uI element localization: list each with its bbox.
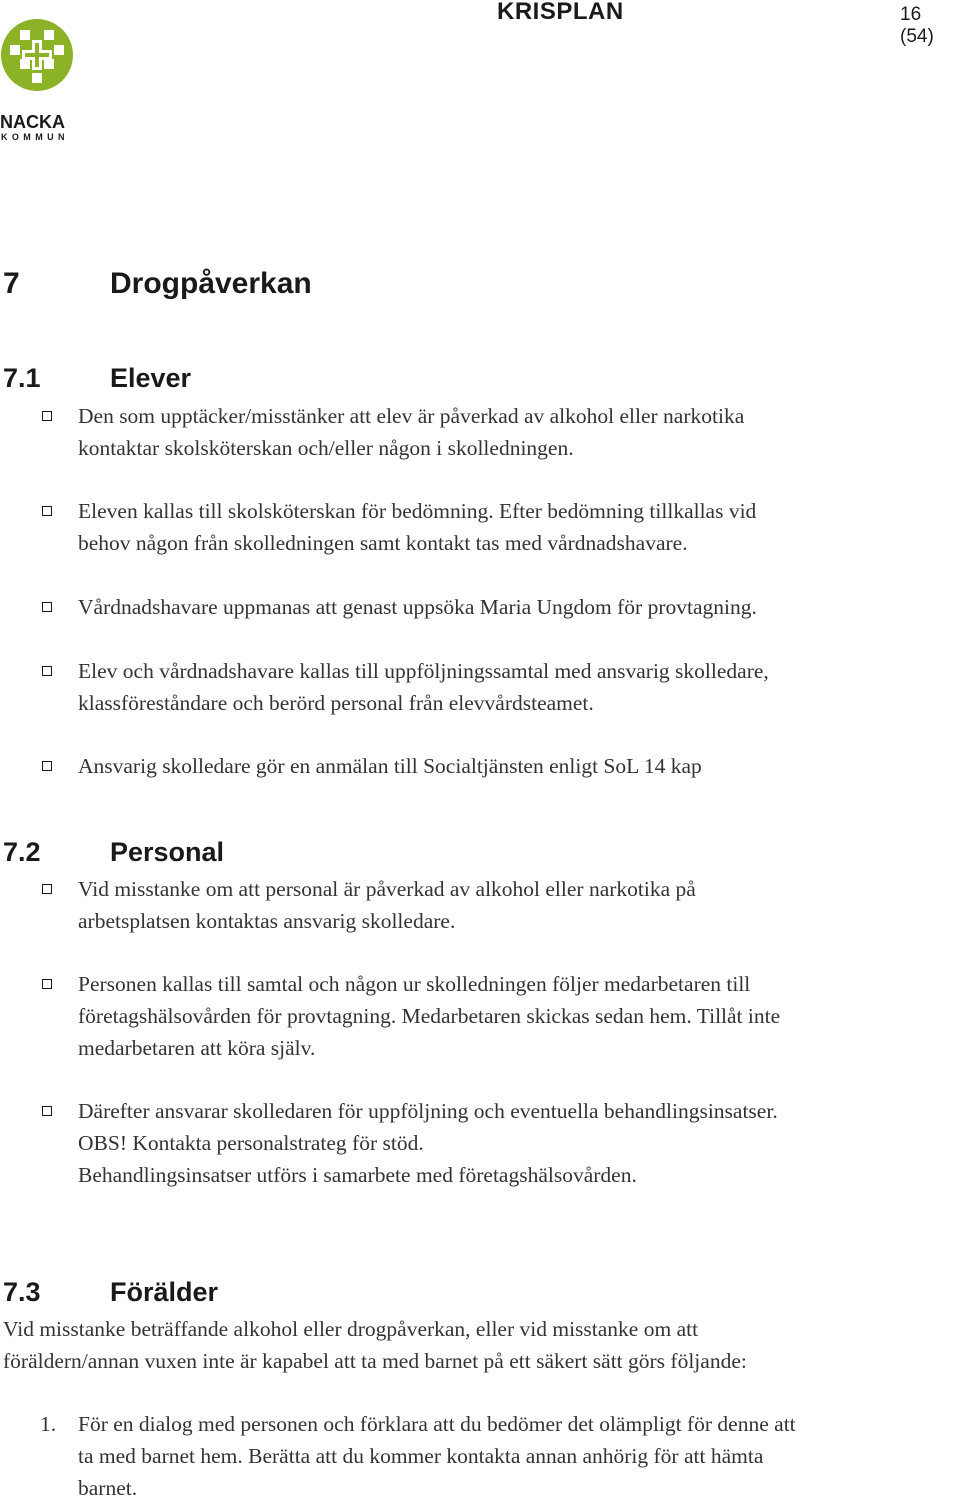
list-item: Därefter ansvarar skolledaren för uppföljning och eventuella behandlingsinsatser. OBS! Kontakta personalstrateg för stöd. Behandlingsinsatser utförs i samarbete med företagshälsovården. (78, 1099, 778, 1187)
numbered-list-item: För en dialog med personen och förklara att du bedömer det olämpligt för denne att ta med barnet hem. Berätta att du kommer kontakta annan anhörig för att hämta barnet. (78, 1412, 796, 1500)
bullet-square-icon (42, 411, 52, 421)
list-item: Ansvarig skolledare gör en anmälan till Socialtjänsten enligt SoL 14 kap (78, 754, 702, 778)
section-title: Elever (110, 363, 192, 393)
logo-subtitle: KOMMUN (1, 132, 69, 142)
section-number: 7.2 (3, 837, 41, 867)
chapter-title: Drogpåverkan (110, 267, 312, 300)
list-item-number: 1. (40, 1412, 57, 1436)
logo-name: NACKA (0, 112, 65, 132)
bullet-square-icon (42, 761, 52, 771)
list-item: Personen kallas till samtal och någon ur skolledningen följer medarbetaren till företagshälsovården för provtagning. Medarbetaren skickas sedan hem. Tillåt inte medarbetaren att köra själv. (78, 972, 781, 1060)
bullet-square-icon (42, 979, 52, 989)
section-number: 7.1 (3, 363, 41, 393)
bullet-square-icon (42, 884, 52, 894)
bullet-square-icon (42, 666, 52, 676)
section-intro: Vid misstanke beträffande alkohol eller drogpåverkan, eller vid misstanke om att föräldern/annan vuxen inte är kapabel att ta med barnet på ett säkert sätt görs följande: (3, 1317, 747, 1373)
document-header-title: KRISPLAN (497, 0, 624, 25)
nacka-kommun-logo (0, 18, 80, 142)
bullet-square-icon (42, 506, 52, 516)
bullet-square-icon (42, 602, 52, 612)
list-item: Elev och vårdnadshavare kallas till uppföljningssamtal med ansvarig skolledare, klassföreståndare och berörd personal från elevvårdsteamet. (78, 659, 769, 715)
section-title: Förälder (110, 1277, 219, 1307)
chapter-number: 7 (3, 267, 20, 300)
list-item: Vårdnadshavare uppmanas att genast uppsöka Maria Ungdom för provtagning. (78, 595, 757, 619)
page-number: 16 (54) (900, 4, 934, 47)
section-title: Personal (110, 837, 225, 867)
list-item: Vid misstanke om att personal är påverkad av alkohol eller narkotika på arbetsplatsen kontaktas ansvarig skolledare. (78, 877, 696, 933)
section-number: 7.3 (3, 1277, 41, 1307)
list-item: Eleven kallas till skolsköterskan för bedömning. Efter bedömning tillkallas vid behov någon från skolledningen samt kontakt tas med vårdnadshavare. (78, 499, 757, 555)
list-item: Den som upptäcker/misstänker att elev är påverkad av alkohol eller narkotika kontaktar skolsköterskan och/eller någon i skolledningen. (78, 404, 745, 460)
bullet-square-icon (42, 1106, 52, 1116)
logo-emblem-icon (0, 18, 74, 92)
